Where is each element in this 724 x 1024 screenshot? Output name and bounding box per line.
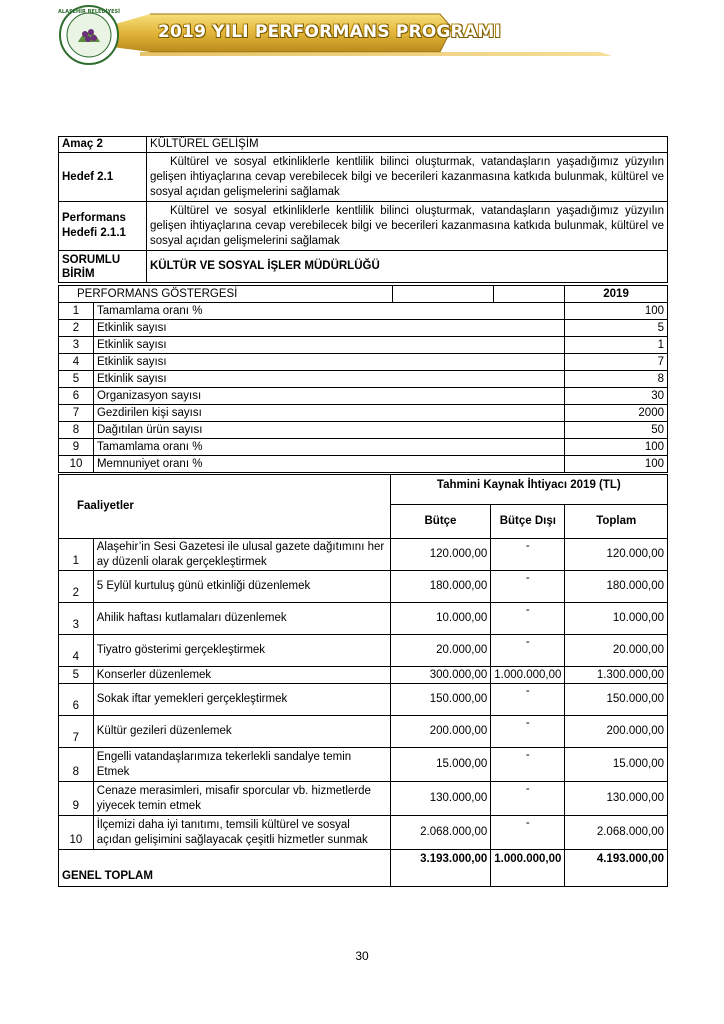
indicator-name: Organizasyon sayısı <box>93 388 564 405</box>
indicator-row <box>59 354 668 371</box>
activity-name: Alaşehir’in Sesi Gazetesi ile ulusal gazete dağıtımını her ay düzenli olarak gerçekleştirmek <box>93 539 390 571</box>
empty-cell <box>494 286 565 303</box>
indicator-row <box>59 337 668 354</box>
activity-row <box>59 603 668 635</box>
indicator-row <box>59 439 668 456</box>
activity-row <box>59 748 668 782</box>
activity-row <box>59 816 668 850</box>
total-butce-disi: 1.000.000,00 <box>491 850 565 887</box>
indicator-value: 5 <box>565 320 668 337</box>
indicator-row <box>59 456 668 473</box>
activity-toplam: 120.000,00 <box>565 539 668 571</box>
activity-butce: 130.000,00 <box>390 782 491 816</box>
indicator-no: 2 <box>59 320 94 337</box>
empty-cell <box>393 286 494 303</box>
municipality-logo <box>58 4 120 66</box>
activity-butce-disi: - <box>491 539 565 571</box>
activity-butce: 180.000,00 <box>390 571 491 603</box>
performans-label-line1: Performans <box>62 212 126 224</box>
activity-no: 3 <box>59 603 94 635</box>
activity-butce: 200.000,00 <box>390 716 491 748</box>
activity-butce: 150.000,00 <box>390 684 491 716</box>
indicator-no: 5 <box>59 371 94 388</box>
indicator-row <box>59 422 668 439</box>
faaliyetler-label: Faaliyetler <box>59 475 391 539</box>
activity-butce-disi: - <box>491 603 565 635</box>
activity-toplam: 130.000,00 <box>565 782 668 816</box>
indicator-value: 30 <box>565 388 668 405</box>
activity-name: Cenaze merasimleri, misafir sporcular vb. hizmetlerde yiyecek temin etmek <box>93 782 390 816</box>
page-number: 30 <box>355 949 369 963</box>
activity-toplam: 15.000,00 <box>565 748 668 782</box>
performans-label <box>59 202 147 251</box>
indicator-no: 9 <box>59 439 94 456</box>
activity-butce: 10.000,00 <box>390 603 491 635</box>
activity-butce: 15.000,00 <box>390 748 491 782</box>
activity-toplam: 180.000,00 <box>565 571 668 603</box>
activity-header-row-1 <box>59 475 668 505</box>
activity-row <box>59 571 668 603</box>
resource-header: Tahmini Kaynak İhtiyacı 2019 (TL) <box>390 475 667 505</box>
indicator-value: 8 <box>565 371 668 388</box>
indicator-value: 2000 <box>565 405 668 422</box>
indicator-row <box>59 303 668 320</box>
indicator-header-row <box>59 286 668 303</box>
activity-name: Sokak iftar yemekleri gerçekleştirmek <box>93 684 390 716</box>
indicator-value: 100 <box>565 439 668 456</box>
hedef-text: Kültürel ve sosyal etkinliklerle kentlilik bilinci oluşturmak, vatandaşların yaşadığımız yüzyılın gelişen ihtiyaçlarına cevap verebilecek bilgi ve becerileri kazanmasına katkıda bulunmak, kültürel ve sosyal açıdan gelişmelerini sağlamak <box>146 153 667 202</box>
activity-no: 9 <box>59 782 94 816</box>
activity-butce: 120.000,00 <box>390 539 491 571</box>
hedef-row <box>59 153 668 202</box>
sorumlu-label-line2: BİRİM <box>62 267 95 280</box>
total-toplam: 4.193.000,00 <box>565 850 668 887</box>
activity-toplam: 1.300.000,00 <box>565 667 668 684</box>
activity-row <box>59 684 668 716</box>
activity-no: 5 <box>59 667 94 684</box>
activity-name: Ahilik haftası kutlamaları düzenlemek <box>93 603 390 635</box>
activity-butce-disi: 1.000.000,00 <box>491 667 565 684</box>
sorumlu-value: KÜLTÜR VE SOSYAL İŞLER MÜDÜRLÜĞÜ <box>146 251 667 283</box>
total-label: GENEL TOPLAM <box>59 850 391 887</box>
indicator-header: PERFORMANS GÖSTERGESİ <box>59 286 393 303</box>
activity-toplam: 20.000,00 <box>565 635 668 667</box>
activity-name: Kültür gezileri düzenlemek <box>93 716 390 748</box>
activity-no: 10 <box>59 816 94 850</box>
activity-no: 4 <box>59 635 94 667</box>
indicator-no: 10 <box>59 456 94 473</box>
activity-toplam: 150.000,00 <box>565 684 668 716</box>
indicator-value: 7 <box>565 354 668 371</box>
activity-name: Tiyatro gösterimi gerçekleştirmek <box>93 635 390 667</box>
indicator-no: 4 <box>59 354 94 371</box>
activity-toplam: 10.000,00 <box>565 603 668 635</box>
amac-label: Amaç 2 <box>59 137 147 153</box>
indicator-no: 1 <box>59 303 94 320</box>
indicator-name: Gezdirilen kişi sayısı <box>93 405 564 422</box>
total-row <box>59 850 668 887</box>
activity-no: 1 <box>59 539 94 571</box>
activity-butce: 2.068.000,00 <box>390 816 491 850</box>
indicator-name: Tamamlama oranı % <box>93 439 564 456</box>
svg-text:ALAŞEHİR BELEDİYESİ: ALAŞEHİR BELEDİYESİ <box>58 9 120 15</box>
activity-butce-disi: - <box>491 748 565 782</box>
activity-table <box>58 474 668 887</box>
activity-no: 6 <box>59 684 94 716</box>
indicator-no: 3 <box>59 337 94 354</box>
goal-table <box>58 136 668 283</box>
col-butce: Bütçe <box>390 505 491 539</box>
amac-row <box>59 137 668 153</box>
performans-row <box>59 202 668 251</box>
indicator-name: Memnuniyet oranı % <box>93 456 564 473</box>
indicator-name: Dağıtılan ürün sayısı <box>93 422 564 439</box>
activity-butce-disi: - <box>491 716 565 748</box>
performans-text: Kültürel ve sosyal etkinliklerle kentlilik bilinci oluşturmak, vatandaşların yaşadığımız yüzyılın gelişen ihtiyaçlarına cevap verebilecek bilgi ve becerileri kazanmasına katkıda bulunmak, kültürel ve sosyal açıdan gelişmelerini sağlamak <box>146 202 667 251</box>
total-butce: 3.193.000,00 <box>390 850 491 887</box>
sorumlu-label <box>59 251 147 283</box>
activity-toplam: 2.068.000,00 <box>565 816 668 850</box>
col-toplam: Toplam <box>565 505 668 539</box>
indicator-name: Etkinlik sayısı <box>93 337 564 354</box>
indicator-name: Etkinlik sayısı <box>93 371 564 388</box>
indicator-value: 100 <box>565 456 668 473</box>
activity-name: Engelli vatandaşlarımıza tekerlekli sandalye temin Etmek <box>93 748 390 782</box>
activity-no: 7 <box>59 716 94 748</box>
activity-butce-disi: - <box>491 816 565 850</box>
activity-row <box>59 667 668 684</box>
indicator-value: 100 <box>565 303 668 320</box>
indicator-row <box>59 320 668 337</box>
activity-row <box>59 635 668 667</box>
activity-row <box>59 716 668 748</box>
indicator-no: 6 <box>59 388 94 405</box>
indicator-name: Etkinlik sayısı <box>93 320 564 337</box>
col-butce-disi: Bütçe Dışı <box>491 505 565 539</box>
activity-butce-disi: - <box>491 635 565 667</box>
activity-row <box>59 539 668 571</box>
indicator-no: 7 <box>59 405 94 422</box>
activity-row <box>59 782 668 816</box>
activity-no: 2 <box>59 571 94 603</box>
header-banner <box>0 0 724 70</box>
hedef-label: Hedef 2.1 <box>59 153 147 202</box>
activity-no: 8 <box>59 748 94 782</box>
performans-label-line2: Hedefi 2.1.1 <box>62 227 126 239</box>
sorumlu-row <box>59 251 668 283</box>
activity-butce-disi: - <box>491 782 565 816</box>
activity-butce-disi: - <box>491 684 565 716</box>
indicator-row <box>59 371 668 388</box>
indicator-name: Tamamlama oranı % <box>93 303 564 320</box>
sorumlu-label-line1: SORUMLU <box>62 253 121 266</box>
indicator-row <box>59 388 668 405</box>
activity-name: İlçemizi daha iyi tanıtımı, temsili kültürel ve sosyal açıdan gelişimini sağlayacak çeşitli hizmetler sunmak <box>93 816 390 850</box>
indicator-year: 2019 <box>565 286 668 303</box>
activity-butce: 300.000,00 <box>390 667 491 684</box>
indicator-table <box>58 285 668 473</box>
activity-toplam: 200.000,00 <box>565 716 668 748</box>
indicator-row <box>59 405 668 422</box>
indicator-name: Etkinlik sayısı <box>93 354 564 371</box>
indicator-no: 8 <box>59 422 94 439</box>
banner-title: 2019 YILI PERFORMANS PROGRAMI <box>158 22 501 42</box>
indicator-value: 50 <box>565 422 668 439</box>
activity-name: 5 Eylül kurtuluş günü etkinliği düzenlemek <box>93 571 390 603</box>
activity-butce: 20.000,00 <box>390 635 491 667</box>
amac-value: KÜLTÜREL GELİŞİM <box>146 137 667 153</box>
activity-name: Konserler düzenlemek <box>93 667 390 684</box>
activity-butce-disi: - <box>491 571 565 603</box>
indicator-value: 1 <box>565 337 668 354</box>
